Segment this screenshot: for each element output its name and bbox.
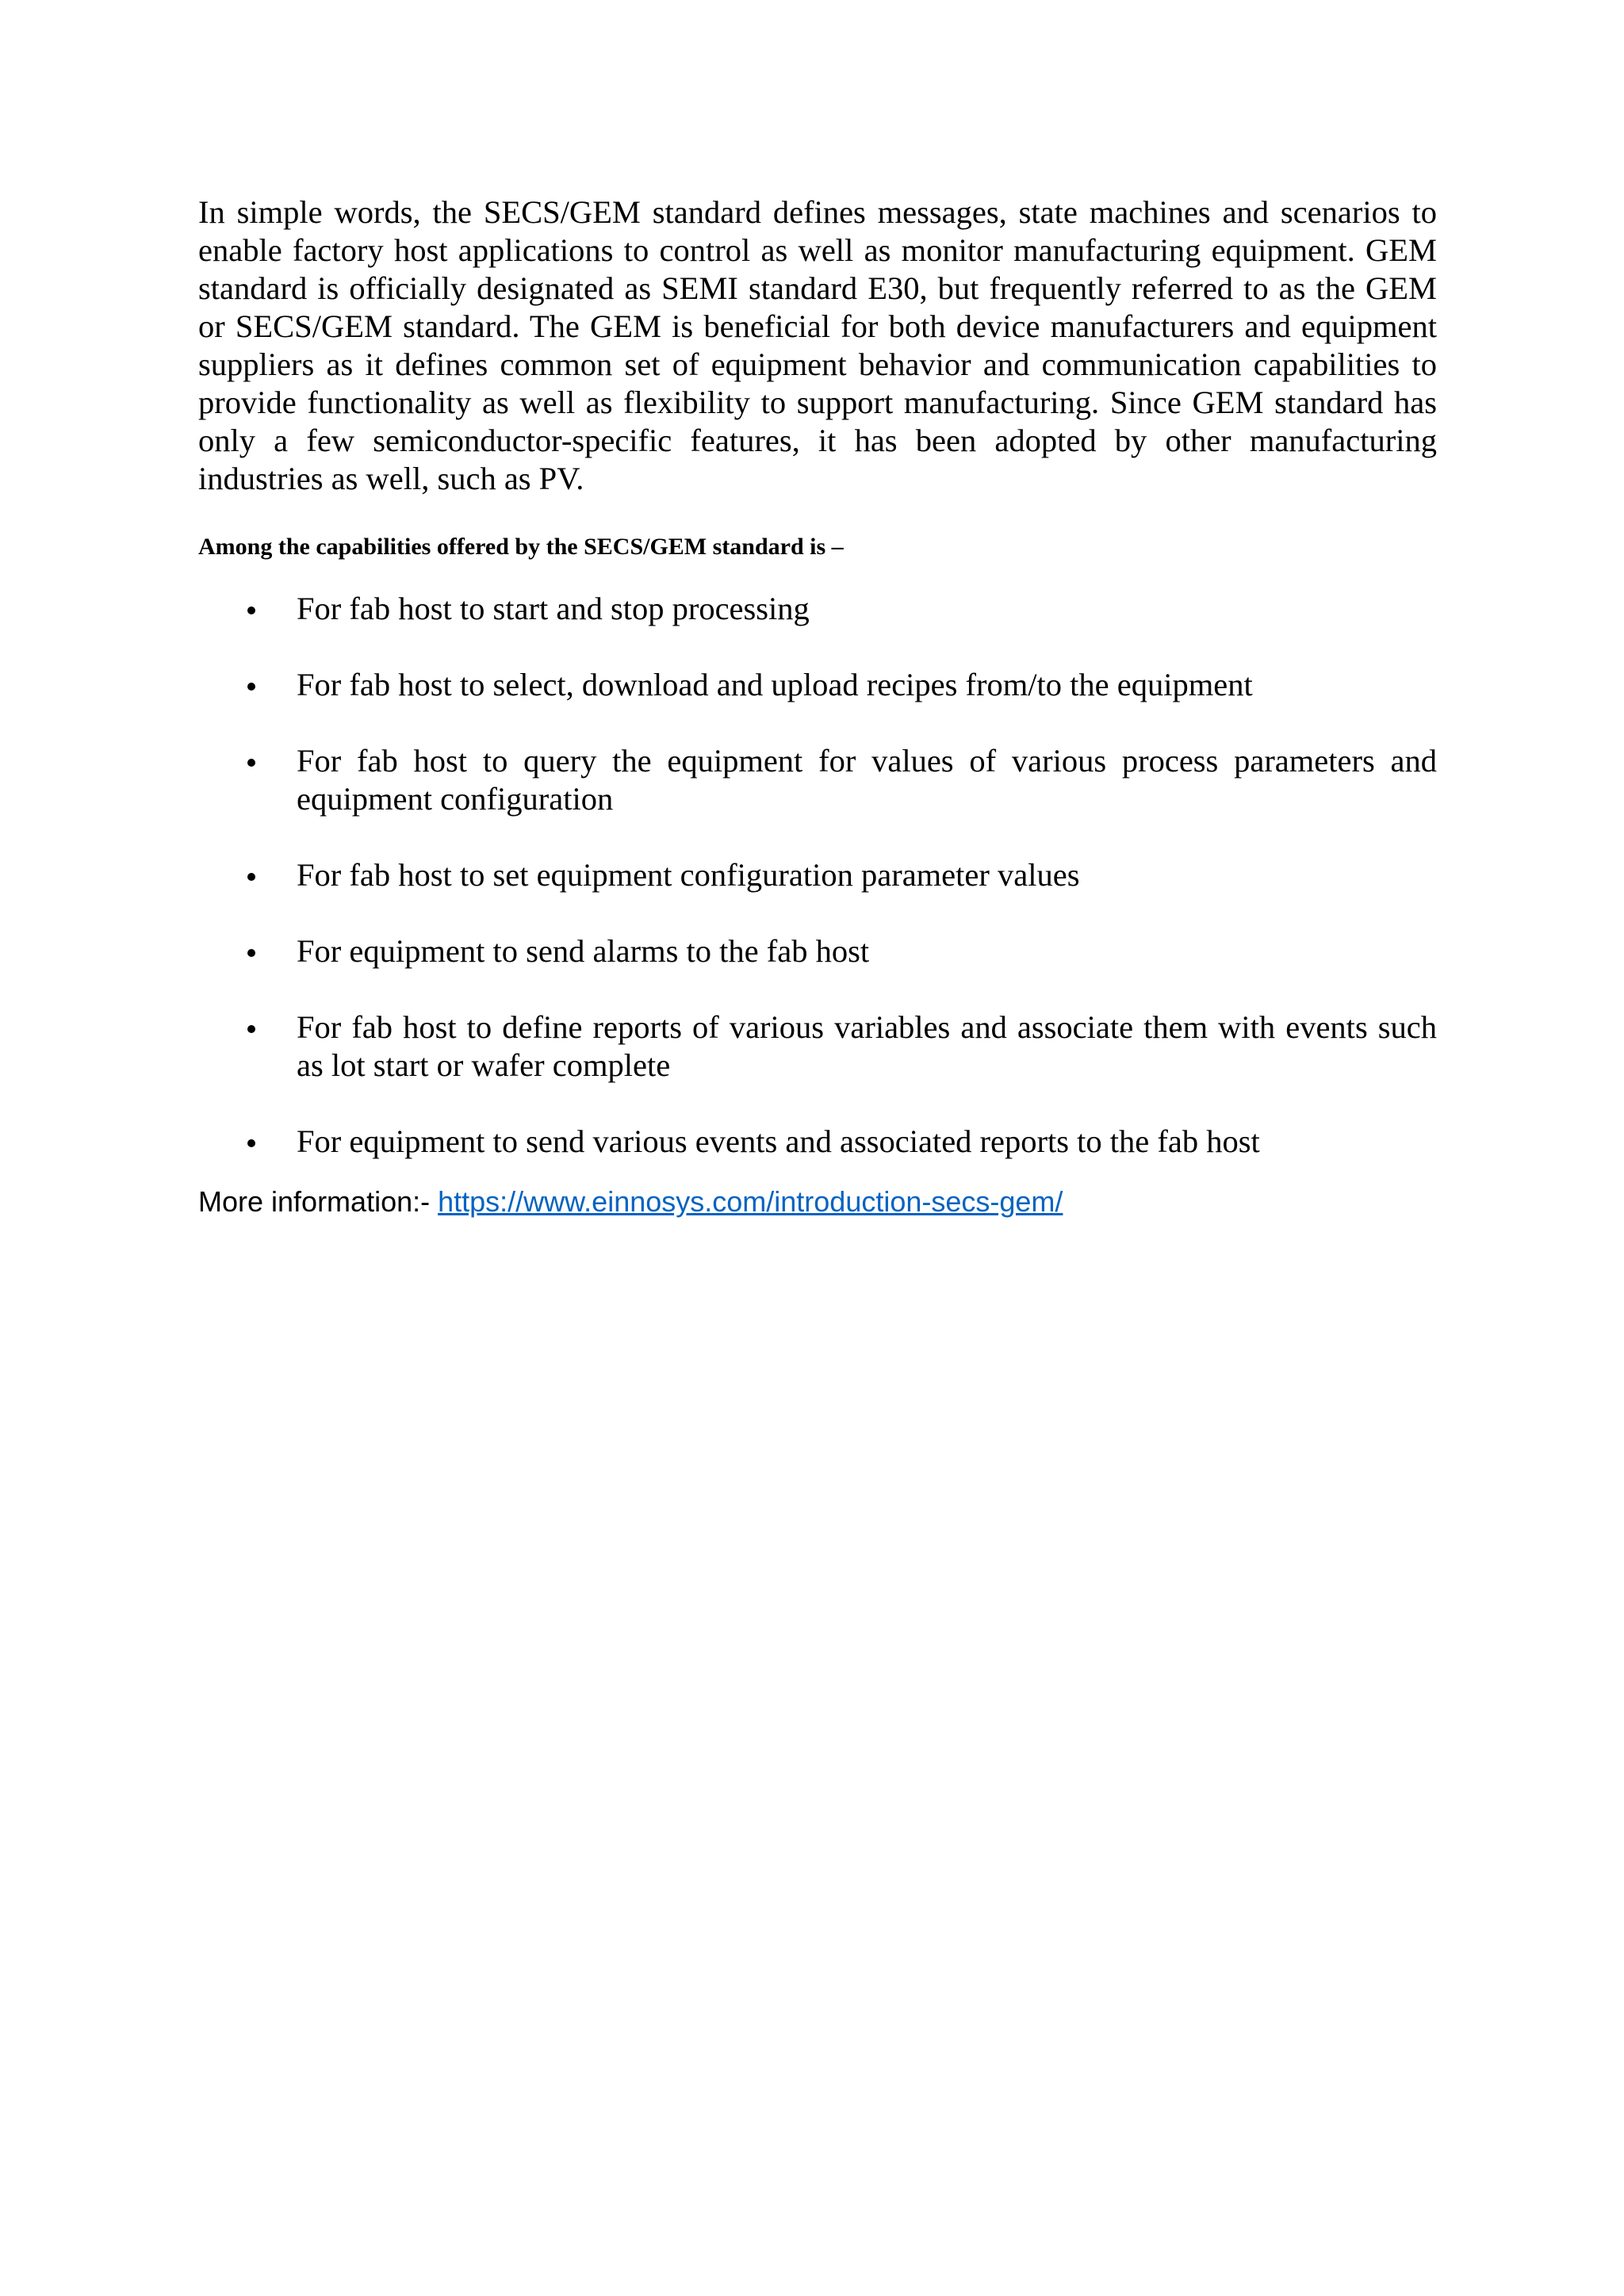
list-item-text: For fab host to set equipment configuration parameter values [297,857,1080,893]
more-information-label: More information:- [198,1185,439,1218]
einnosys-link[interactable]: https://www.einnosys.com/introduction-secs-gem/ [438,1185,1063,1218]
list-item [198,742,1437,818]
list-item-text: For fab host to start and stop processing [297,591,810,626]
list-item [198,932,1437,970]
list-item [198,856,1437,894]
list-item-text: For fab host to define reports of various variables and associate them with events such as lot start or wafer complete [297,1009,1437,1083]
list-item [198,1123,1437,1161]
capability-list [198,590,1437,1161]
bullet-icon [247,666,271,704]
bullet-icon [247,856,271,894]
bullet-icon [247,590,271,628]
list-item-text: For fab host to select, download and upload recipes from/to the equipment [297,667,1253,702]
capabilities-heading: Among the capabilities offered by the SECS/GEM standard is – [198,534,844,560]
list-item-text: For equipment to send alarms to the fab host [297,933,870,969]
list-item-text: For fab host to query the equipment for values of various process parameters and equipment configuration [297,743,1437,817]
list-item [198,666,1437,704]
intro-paragraph: In simple words, the SECS/GEM standard defines messages, state machines and scenarios to enable factory host applications to control as well as monitor manufacturing equipment. GEM standard is officially designated as SEMI standard E30, but frequently referred to as the GEM or SECS/GEM standard. The GEM is beneficial for both device manufacturers and equipment suppliers as it defines common set of equipment behavior and communication capabilities to provide functionality as well as flexibility to support manufacturing. Since GEM standard has only a few semiconductor-specific features, it has been adopted by other manufacturing industries as well, such as PV. [198,194,1437,496]
list-item [198,590,1437,628]
document-body [198,193,1437,1219]
bullet-icon [247,742,271,780]
list-item-text: For equipment to send various events and associated reports to the fab host [297,1123,1260,1159]
bullet-icon [247,1008,271,1047]
more-information-line [198,1184,1437,1219]
bullet-icon [247,932,271,970]
list-item [198,1008,1437,1085]
bullet-icon [247,1123,271,1161]
